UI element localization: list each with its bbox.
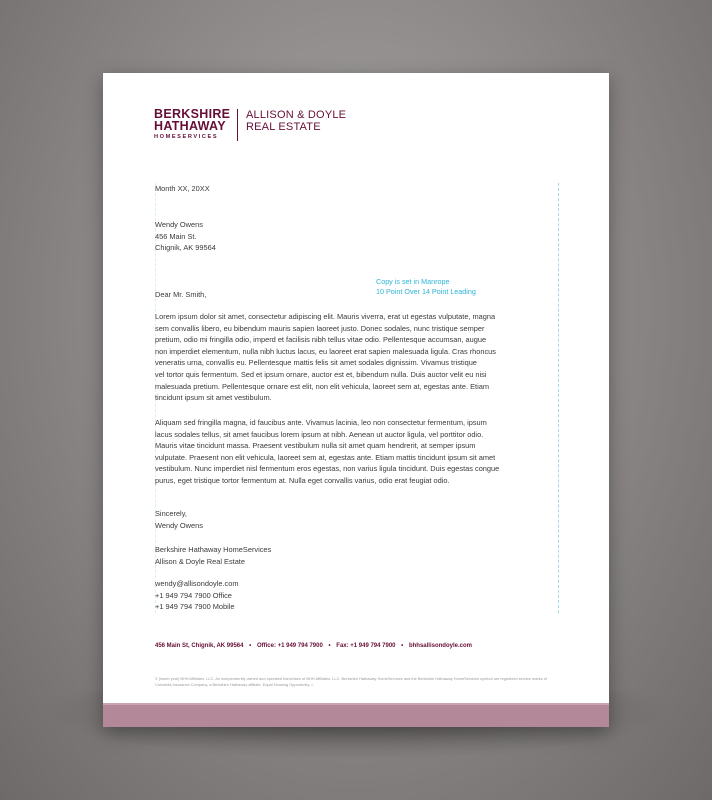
paragraph-line: pretium, odio mi fringilla odio, imperd et facilisis nibh tellus vitae odio. Pellentesque accumsan, augue (155, 335, 487, 345)
body-paragraph-2 (155, 417, 550, 487)
paragraph-line: vestibulum. Nunc imperdiet nisl fermentum eros egestas, non varius ligula tincidunt. Duis egestas congue (155, 464, 500, 474)
paragraph-line: Lorem ipsum dolor sit amet, consectetur adipiscing elit. Mauris viverra, erat ut egestas vulputate, magna (155, 312, 496, 321)
paragraph-line: Mauris vitae tincidunt massa. Praesent vestibulum nulla sit amet quam hendrerit, at semper ipsum (155, 441, 476, 451)
closing (155, 508, 203, 531)
paragraph-line: sem convallis libero, eu bibendum mauris sapien laoreet justo. Donec sodales, nunc tristique semper (155, 323, 485, 333)
paragraph-line: lacus sodales tellus, sit amet faucibus lorem ipsum at nibh. Aenean ut auctor ligula, vel porttitor odio. (155, 429, 484, 439)
paragraph-line: malesuada pretium. Pellentesque ornare est elit, non elit vehicula, laoreet sem at, egestas ante. Etiam (155, 381, 489, 391)
company-line-1: Berkshire Hathaway HomeServices (155, 545, 272, 554)
logo-line-2: HATHAWAY (154, 119, 226, 133)
paragraph-line: purus, eget tristique tortor fermentum at. Nulla eget convallis varius, odio erat feugiat odio. (155, 475, 450, 485)
letterhead-page (103, 73, 609, 727)
recipient-name: Wendy Owens (155, 220, 203, 229)
paragraph-line: vulputate. Praesent non elit vehicula, laoreet sem at, egestas ante. Etiam mattis tincidunt ipsum sit amet (155, 452, 496, 462)
footer-separator: • (401, 643, 404, 649)
signer-contact (155, 578, 239, 613)
footer-fax: Fax: +1 949 794 7900 (336, 643, 396, 649)
footer-address: 456 Main St, Chignik, AK 99564 (155, 643, 244, 649)
paragraph-line: Aliquam sed fringilla magna, id faucibus ante. Vivamus lacinia, leo non consectetur fermentum, ipsum (155, 418, 487, 427)
footer-separator: • (249, 643, 252, 649)
logo-line-1: BERKSHIRE (154, 107, 231, 121)
right-margin-guide (558, 183, 559, 613)
contact-office-phone: +1 949 794 7900 Office (155, 590, 232, 600)
agency-name (246, 109, 346, 133)
company-line-2: Allison & Doyle Real Estate (155, 556, 245, 566)
paragraph-line: tincidunt ipsum sit amet vestibulum. (155, 393, 272, 403)
letter-date: Month XX, 20XX (155, 184, 210, 193)
agency-line-2: REAL ESTATE (246, 121, 321, 133)
body-paragraph-1 (155, 311, 550, 404)
paragraph-line: non imperdiet elementum, nulla nibh luctus lacus, eu laoreet erat sapien malesuada ligula. Cras rhoncus (155, 346, 496, 356)
signer-name: Wendy Owens (155, 520, 203, 530)
berkshire-hathaway-logo (154, 108, 230, 140)
typography-annotation (376, 277, 476, 297)
paragraph-line: veneratis urna, convallis eu. Pellentesque mattis felis sit amet sodales dignissim. Vivamus tristique (155, 358, 477, 368)
footer-separator: • (328, 643, 331, 649)
logo-line-3: HOMESERVICES (154, 134, 219, 140)
recipient-city: Chignik, AK 99564 (155, 243, 216, 253)
footer-contact-line (155, 643, 472, 649)
legal-disclaimer: © [insert year] BHH Affiliates, LLC. An independently owned and operated franchisee of BHH Affiliates, LLC. Berkshire Hathaway HomeServices and the Berkshire Hathaway HomeServices symbol are registered service marks of Columbia Insurance Company, a Berkshire Hathaway affiliate. Equal Housing Opportunity. ⌂ (155, 676, 547, 687)
contact-mobile-phone: +1 949 794 7900 Mobile (155, 602, 235, 612)
footer-color-band (103, 705, 609, 727)
logo-divider (237, 109, 238, 141)
footer-office: Office: +1 949 794 7900 (256, 643, 323, 649)
footer-website: bhhsallisondoyle.com (408, 643, 472, 649)
recipient-street: 456 Main St. (155, 231, 197, 241)
signer-company (155, 544, 271, 567)
recipient-address (155, 219, 216, 254)
annotation-line-1: Copy is set in Manrope (376, 277, 450, 286)
salutation: Dear Mr. Smith, (155, 290, 207, 299)
contact-email: wendy@allisondoyle.com (155, 579, 239, 588)
agency-line-1: ALLISON & DOYLE (246, 109, 347, 121)
annotation-line-2: 10 Point Over 14 Point Leading (376, 287, 476, 296)
paragraph-line: vel tortor quis fermentum. Sed et ipsum ornare, auctor est et, bibendum nulla. Duis auctor velit eu nisi (155, 369, 487, 379)
closing-word: Sincerely, (155, 509, 187, 518)
